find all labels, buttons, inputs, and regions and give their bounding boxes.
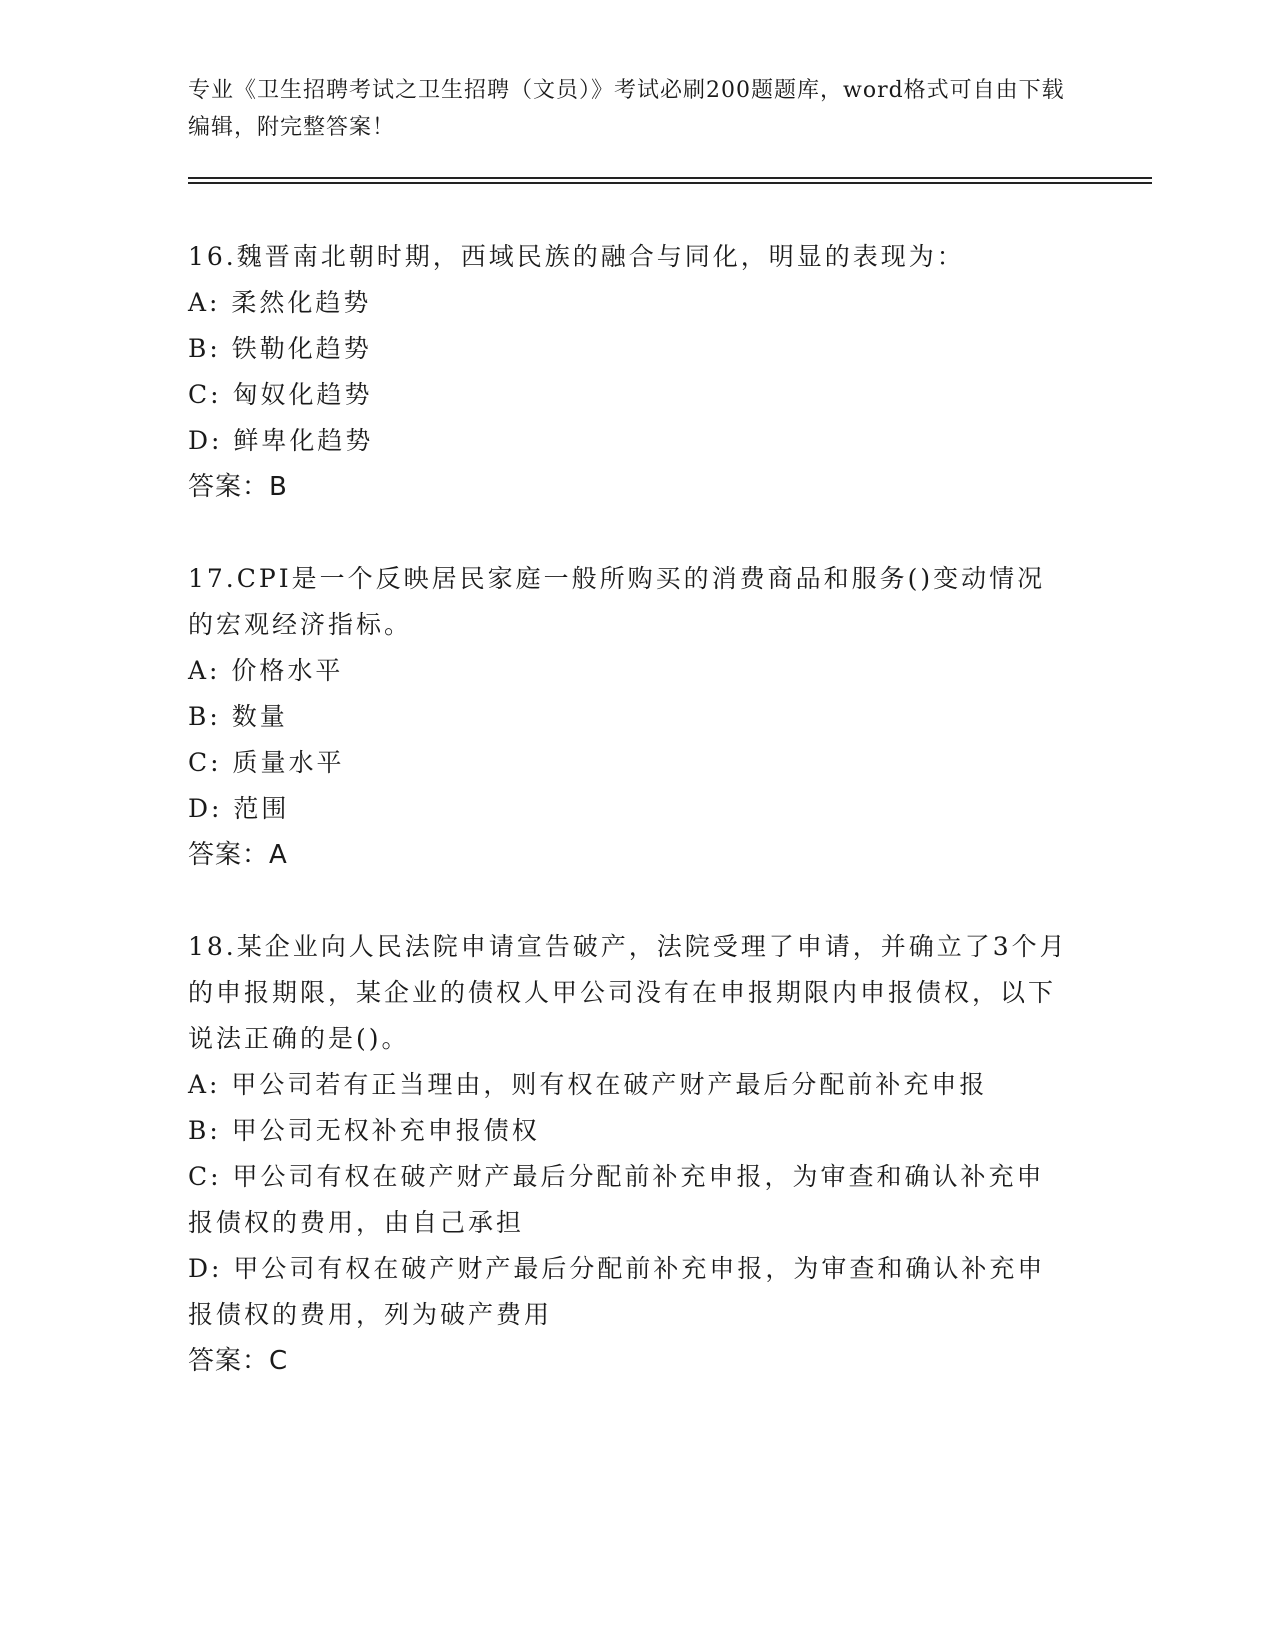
option-b: B: 数量 xyxy=(188,702,288,731)
option-a: A: 价格水平 xyxy=(188,656,344,685)
answer-label: 答案：A xyxy=(188,840,288,870)
option-c: C: 质量水平 xyxy=(188,748,345,777)
option-d: D: 鲜卑化趋势 xyxy=(188,426,374,455)
question-stem: 16.魏晋南北朝时期，西域民族的融合与同化，明显的表现为： xyxy=(188,242,965,271)
question-16 xyxy=(188,234,1068,510)
question-stem: 18.某企业向人民法院申请宣告破产，法院受理了申请，并确立了3个月的申报期限，某企业的债权人甲公司没有在申报期限内申报债权，以下说法正确的是()。 xyxy=(188,932,1068,1053)
header-divider-bottom xyxy=(188,182,1152,184)
answer-label: 答案：C xyxy=(188,1346,289,1376)
header-divider-top xyxy=(188,177,1152,179)
question-18 xyxy=(188,924,1068,1384)
option-b: B: 铁勒化趋势 xyxy=(188,334,372,363)
option-a: A: 甲公司若有正当理由，则有权在破产财产最后分配前补充申报 xyxy=(188,1070,988,1099)
option-d: D: 范围 xyxy=(188,794,290,823)
document-header: 专业《卫生招聘考试之卫生招聘（文员）》考试必刷200题题库，word格式可自由下载编辑，附完整答案！ xyxy=(188,78,1065,140)
question-stem: 17.CPI是一个反映居民家庭一般所购买的消费商品和服务()变动情况的宏观经济指标。 xyxy=(188,564,1046,639)
option-b: B: 甲公司无权补充申报债权 xyxy=(188,1116,540,1145)
question-list xyxy=(188,234,1068,1430)
option-a: A: 柔然化趋势 xyxy=(188,288,372,317)
option-c: C: 匈奴化趋势 xyxy=(188,380,373,409)
answer-label: 答案：B xyxy=(188,472,288,502)
option-d: D: 甲公司有权在破产财产最后分配前补充申报，为审查和确认补充申报债权的费用，列为破产费用 xyxy=(188,1254,1046,1329)
question-17 xyxy=(188,556,1068,878)
option-c: C: 甲公司有权在破产财产最后分配前补充申报，为审查和确认补充申报债权的费用，由自己承担 xyxy=(188,1162,1045,1237)
